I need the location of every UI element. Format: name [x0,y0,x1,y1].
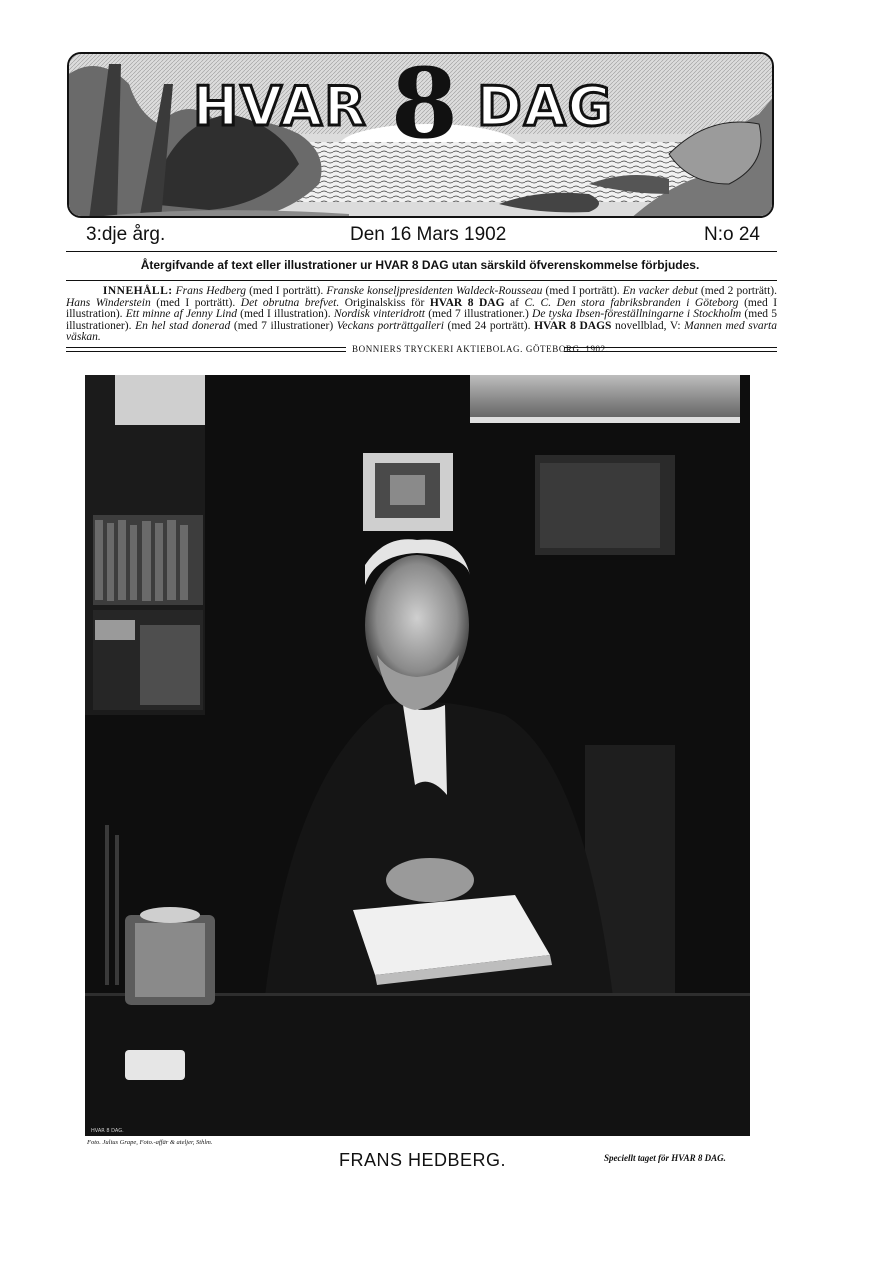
issue-number: N:o 24 [704,224,760,245]
contents-segment: Ett minne af Jenny Lind [125,308,237,320]
contents-segment: Frans Hedberg [175,285,247,297]
contents-segment: (med I porträtt). [542,285,623,297]
contents-segment: novellblad, V: [611,319,685,332]
reprint-notice: Återgifvande af text eller illustrationer ur HVAR 8 DAG utan särskild öfverenskommelse förbjudes. [140,258,700,272]
issue-year: 3:dje årg. [86,224,166,245]
table-of-contents [66,286,777,344]
header-rule [66,251,777,252]
contents-segment: (med 24 porträtt). [443,319,535,332]
printer-imprint: BONNIERS TRYCKERI AKTIEBOLAG. GÖTEBORG. 1902. [352,344,609,354]
contents-segment: Franske konseljpresidenten Waldeck-Rousseau [326,285,543,297]
masthead-title-right: DAG [477,75,614,138]
photo-credit: Foto. Julius Grape, Foto.-affär & ateljer, Sthlm. [87,1139,213,1146]
contents-segment: (med I illustration). [66,296,778,320]
contents-segment: (med 7 illustrationer.) [424,308,533,320]
contents-segment: (med 7 illustrationer) [230,319,337,332]
masthead-illustration [69,54,774,218]
contents-segment: (med I illustration). [236,308,334,320]
contents-segment: Den stora fabriksbranden i Göteborg [556,296,739,309]
contents-segment: Det obrutna brefvet. [240,296,340,309]
contents-lead: INNEHÅLL: [102,285,173,297]
contents-segment: af [504,296,525,309]
issue-line [86,224,760,252]
contents-segment: Mannen med svarta väskan. [66,319,777,343]
contents-segment: Veckans porträttgalleri [336,319,444,332]
contents-segment: En hel stad donerad [135,319,231,332]
portrait-photo [85,375,750,1136]
contents-segment: Nordisk vinteridrott [333,308,425,320]
contents-segment: (med I porträtt). [246,285,327,297]
portrait-illustration [85,375,750,1136]
notice-rule [66,280,777,281]
photo-caption: FRANS HEDBERG. [339,1150,507,1170]
contents-segment: HVAR 8 DAGS [534,319,612,332]
masthead-title-numeral: 8 [391,52,458,160]
contents-segment: Hans Winderstein [66,296,151,309]
masthead-title-left: HVAR [193,75,368,138]
issue-date: Den 16 Mars 1902 [350,224,507,245]
contents-segment: (med I porträtt). [150,296,241,309]
masthead-banner [67,52,774,218]
contents-segment: (med 5 illustrationer). [66,308,778,332]
special-note: Speciellt taget för HVAR 8 DAG. [604,1153,726,1163]
contents-segment: De tyska Ibsen-föreställningarne i Stockholm [532,308,742,320]
printer-rule-left [66,347,346,352]
contents-segment: C. C. [524,296,552,309]
contents-segment: (med 2 porträtt). [697,285,778,297]
contents-segment: HVAR 8 DAG [429,296,505,309]
printer-line [66,344,777,356]
contents-body [66,285,777,343]
contents-segment: En vacker debut [622,285,698,297]
contents-segment: Originalskiss för [339,296,430,309]
printer-rule-right [564,347,777,352]
photo-watermark: HVAR 8 DAG. [91,1128,124,1134]
